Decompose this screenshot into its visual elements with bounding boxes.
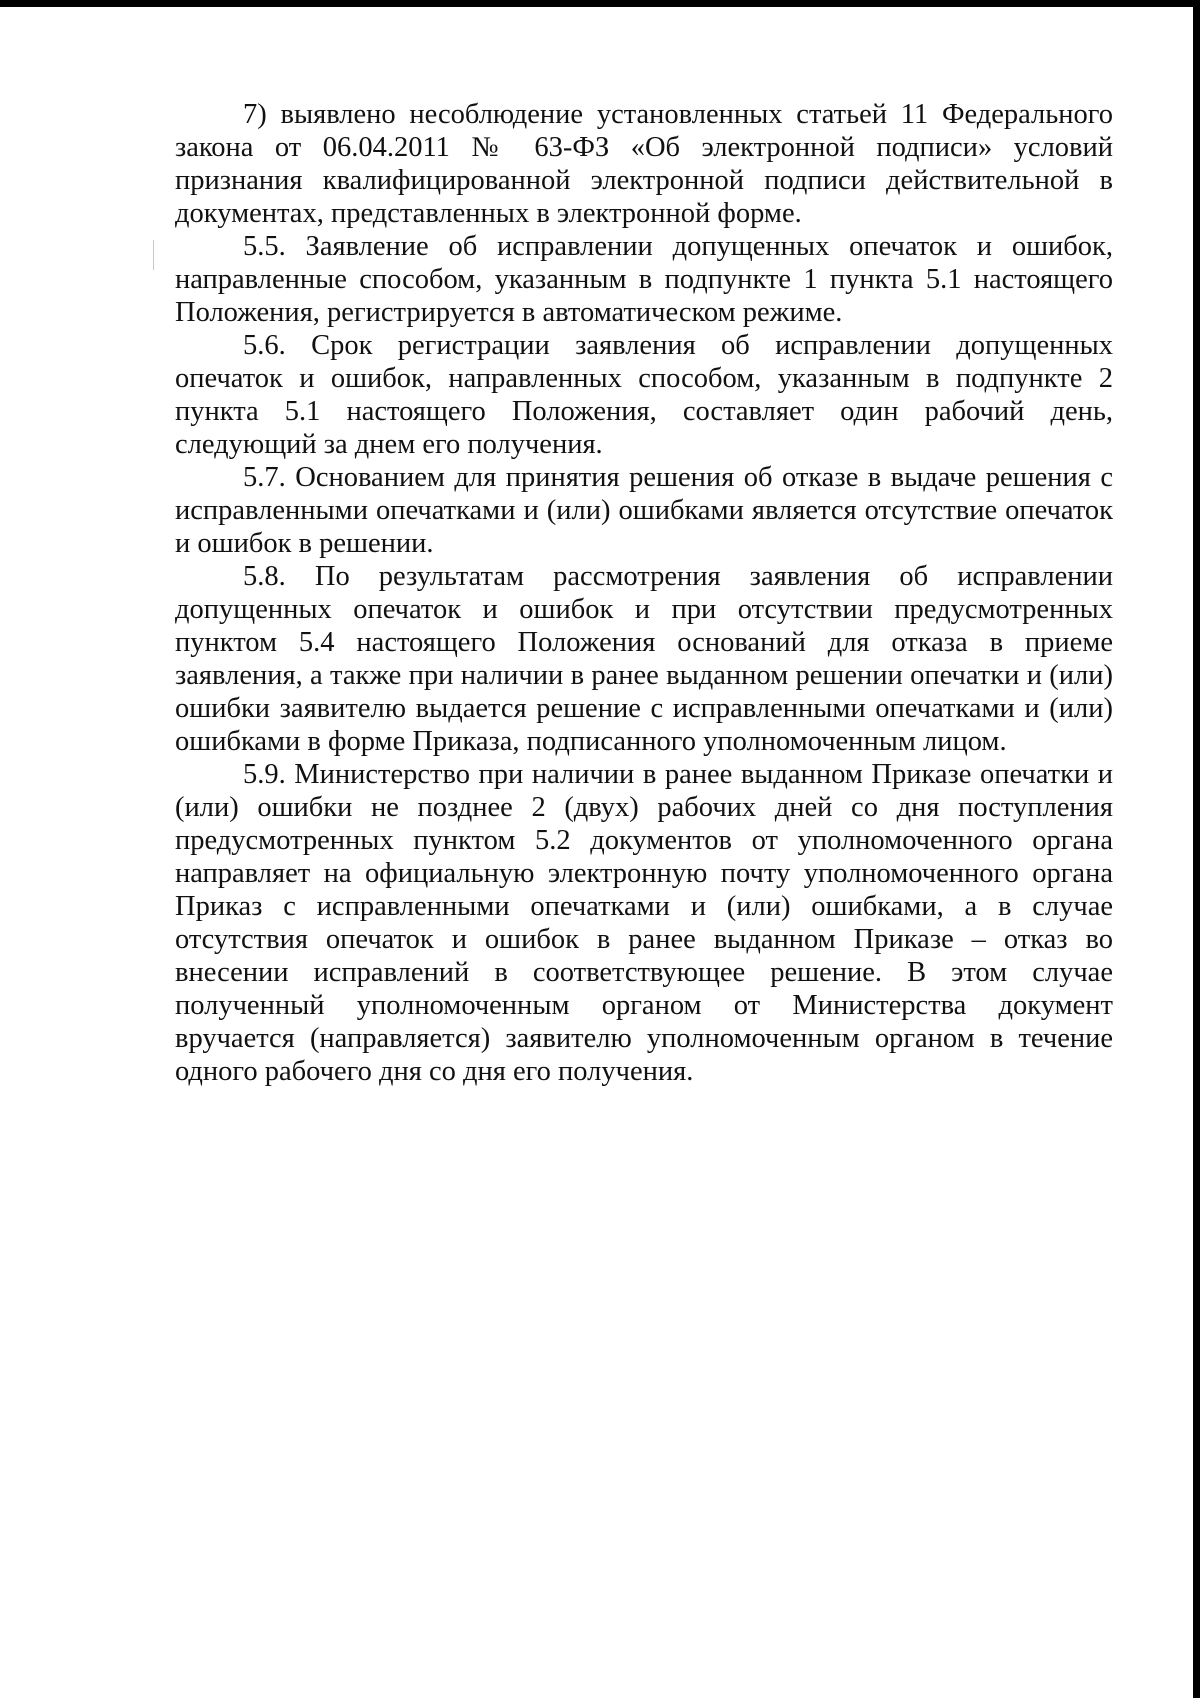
paragraph-5-7: 5.7. Основанием для принятия решения об отказе в выдаче решения с исправленными опечатками и (или) ошибками является отсутствие опечаток и ошибок в решении. xyxy=(175,462,1113,559)
paragraph-5-9: 5.9. Министерство при наличии в ранее выданном Приказе опечатки и (или) ошибки не позднее 2 (двух) рабочих дней со дня поступления предусмотренных пунктом 5.2 документов от уполномоченного органа направляет на официальную электронную почту уполномоченного органа Приказ с исправленными опечатками и (или) ошибками, а в случае отсутствия опечаток и ошибок в ранее выданном Приказе – отказ во внесении исправлений в соответствующее решение. В этом случае полученный уполномоченным органом от Министерства документ вручается (направляется) заявителю уполномоченным органом в течение одного рабочего дня со дня его получения. xyxy=(175,759,1113,1087)
paragraph-5-5: 5.5. Заявление об исправлении допущенных опечаток и ошибок, направленные способом, указанным в подпункте 1 пункта 5.1 настоящего Положения, регистрируется в автоматическом режиме. xyxy=(175,231,1113,328)
paragraph-item-7: 7) выявлено несоблюдение установленных статьей 11 Федерального закона от 06.04.2011 № 63-ФЗ «Об электронной подписи» условий признания квалифицированной электронной подписи действительной в документах, представленных в электронной форме. xyxy=(175,99,1113,229)
scan-edge-top xyxy=(0,0,1200,7)
margin-mark xyxy=(153,240,154,270)
paragraph-5-6: 5.6. Срок регистрации заявления об исправлении допущенных опечаток и ошибок, направленных способом, указанным в подпункте 2 пункта 5.1 настоящего Положения, составляет один рабочий день, следующий за днем его получения. xyxy=(175,330,1113,460)
scan-edge-right xyxy=(1193,0,1200,1698)
document-body xyxy=(175,98,1113,1088)
paragraph-5-8: 5.8. По результатам рассмотрения заявления об исправлении допущенных опечаток и ошибок и при отсутствии предусмотренных пунктом 5.4 настоящего Положения оснований для отказа в приеме заявления, а также при наличии в ранее выданном решении опечатки и (или) ошибки заявителю выдается решение с исправленными опечатками и (или) ошибками в форме Приказа, подписанного уполномоченным лицом. xyxy=(175,561,1113,757)
